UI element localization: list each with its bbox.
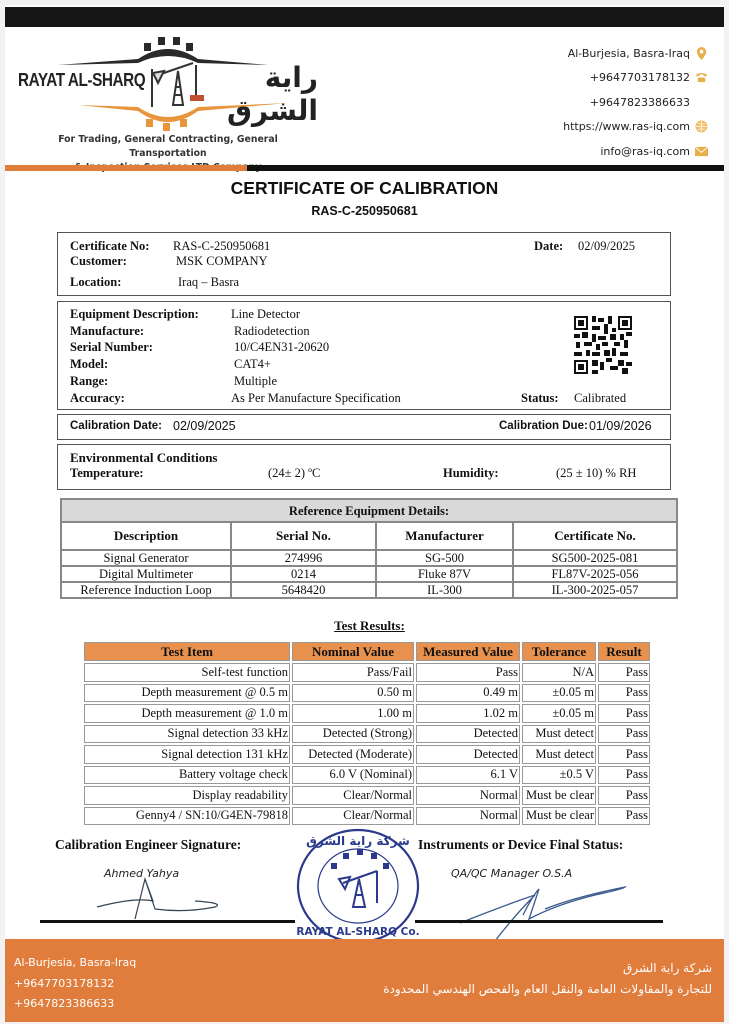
calibration-due-label: Calibration Due:: [499, 420, 588, 432]
table-row: [61, 566, 677, 582]
telephone-icon: [695, 71, 708, 84]
test-cell: Pass/Fail: [292, 663, 414, 682]
humidity-value: (25 ± 10) % RH: [556, 466, 637, 480]
test-cell: 1.02 m: [416, 704, 520, 723]
manager-signature-icon: [455, 875, 635, 945]
customer-label: Customer:: [70, 254, 127, 268]
contact-address: [563, 41, 708, 66]
test-result-cell: Pass: [598, 684, 650, 703]
certificate-info-box: [57, 232, 671, 296]
engineer-signature-title: Calibration Engineer Signature:: [55, 837, 242, 852]
footer-contacts: [14, 953, 136, 1015]
company-name-ar: راية الشرق: [226, 61, 318, 127]
certificate-page: [5, 5, 724, 1022]
table-row: [84, 704, 650, 723]
test-cell: Normal: [416, 807, 520, 826]
table-row: [84, 786, 650, 805]
test-cell: ±0.5 V: [522, 766, 596, 785]
equipment-description-label: Equipment Description:: [70, 307, 199, 321]
test-cell: 0.49 m: [416, 684, 520, 703]
location-value: Iraq – Basra: [178, 275, 240, 289]
equipment-box: [57, 301, 671, 410]
table-row: [61, 582, 677, 598]
ref-header-manufacturer: Manufacturer: [376, 522, 513, 550]
tagline-line-1: For Trading, General Contracting, General Transportation: [58, 134, 278, 159]
envelope-icon: [695, 145, 708, 158]
ref-cell: SG500-2025-081: [513, 550, 677, 566]
contact-website: [563, 115, 708, 140]
table-row: [84, 807, 650, 826]
footer-phone-1[interactable]: +9647703178132: [14, 976, 115, 990]
qr-code-icon: [574, 316, 632, 374]
calibration-date-value: 02/09/2025: [173, 419, 236, 433]
status-value: Calibrated: [574, 391, 627, 405]
footer-arabic-line-1: شركة راية الشرق: [623, 961, 712, 975]
test-cell: 0.50 m: [292, 684, 414, 703]
engineer-name: Ahmed Yahya: [104, 867, 180, 880]
globe-icon: [695, 120, 708, 133]
accuracy-label: Accuracy:: [70, 391, 125, 405]
test-results-table: [82, 640, 652, 827]
footer-arabic-name: [383, 958, 712, 1000]
final-status-title: Instruments or Device Final Status:: [418, 837, 624, 852]
manufacture-label: Manufacture:: [70, 324, 145, 338]
footer-arabic-line-2: للتجارة والمقاولات العامة والنقل العام والفحص الهندسي المحدودة: [383, 982, 712, 996]
range-value: Multiple: [234, 374, 278, 388]
ref-header-description: Description: [61, 522, 231, 550]
document-number: RAS-C-250950681: [311, 204, 418, 218]
test-cell: Signal detection 131 kHz: [84, 745, 290, 764]
ref-cell: Reference Induction Loop: [61, 582, 231, 598]
test-cell: 6.1 V: [416, 766, 520, 785]
humidity-label: Humidity:: [443, 466, 499, 480]
test-cell: Must detect: [522, 745, 596, 764]
ref-cell: IL-300: [376, 582, 513, 598]
test-header-result: Result: [598, 642, 650, 661]
calibration-dates-box: [57, 414, 671, 440]
phone-2-text[interactable]: +9647823386633: [589, 95, 690, 109]
test-cell: Display readability: [84, 786, 290, 805]
location-label: Location:: [70, 275, 122, 289]
test-header-nominal: Nominal Value: [292, 642, 414, 661]
test-results-title: Test Results:: [334, 618, 405, 633]
table-row: [84, 766, 650, 785]
environmental-conditions-box: [57, 444, 671, 490]
test-header-tolerance: Tolerance: [522, 642, 596, 661]
ref-cell: SG-500: [376, 550, 513, 566]
ref-cell: IL-300-2025-057: [513, 582, 677, 598]
manager-signature-line: [415, 920, 663, 923]
header-contacts: [563, 41, 708, 164]
test-result-cell: Pass: [598, 786, 650, 805]
test-cell: 1.00 m: [292, 704, 414, 723]
engineer-signature-icon: [95, 877, 235, 922]
date-label: Date:: [534, 239, 564, 253]
test-header-measured: Measured Value: [416, 642, 520, 661]
temperature-label: Temperature:: [70, 466, 144, 480]
manager-name: QA/QC Manager O.S.A: [451, 867, 573, 880]
test-cell: Must detect: [522, 725, 596, 744]
test-result-cell: Pass: [598, 766, 650, 785]
header-divider: [5, 165, 724, 171]
test-cell: ±0.05 m: [522, 684, 596, 703]
reference-caption: Reference Equipment Details:: [61, 499, 677, 522]
date-value: 02/09/2025: [578, 239, 635, 253]
certificate-no-value: RAS-C-250950681: [173, 239, 271, 253]
top-bar: [5, 7, 724, 27]
test-cell: Self-test function: [84, 663, 290, 682]
phone-1-text[interactable]: +9647703178132: [589, 71, 690, 85]
table-row: [84, 725, 650, 744]
test-cell: Detected (Moderate): [292, 745, 414, 764]
test-cell: ±0.05 m: [522, 704, 596, 723]
test-cell: Detected: [416, 745, 520, 764]
calibration-date-label: Calibration Date:: [70, 420, 163, 432]
document-title: CERTIFICATE OF CALIBRATION: [230, 178, 499, 198]
footer-address: Al-Burjesia, Basra-Iraq: [14, 956, 137, 969]
test-result-cell: Pass: [598, 725, 650, 744]
test-result-cell: Pass: [598, 807, 650, 826]
company-name-en: RAYAT AL-SHARQ: [18, 70, 146, 90]
test-result-cell: Pass: [598, 663, 650, 682]
test-cell: Detected: [416, 725, 520, 744]
test-cell: Signal detection 33 kHz: [84, 725, 290, 744]
contact-email: [563, 139, 708, 164]
test-result-cell: Pass: [598, 745, 650, 764]
ref-cell: 274996: [231, 550, 376, 566]
certificate-no-label: Certificate No:: [70, 239, 150, 253]
footer-phone-2[interactable]: +9647823386633: [14, 997, 115, 1010]
ref-cell: Signal Generator: [61, 550, 231, 566]
company-stamp-icon: [295, 827, 421, 945]
accuracy-value: As Per Manufacture Specification: [231, 391, 401, 405]
company-logo: [18, 35, 318, 133]
serial-number-label: Serial Number:: [70, 340, 153, 354]
contact-phone-1: [563, 66, 708, 91]
table-row: [84, 684, 650, 703]
address-text: Al-Burjesia, Basra-Iraq: [567, 46, 690, 60]
table-row: [84, 663, 650, 682]
contact-phone-2: [563, 90, 708, 115]
equipment-description-value: Line Detector: [231, 307, 301, 321]
ref-header-certificate: Certificate No.: [513, 522, 677, 550]
calibration-due-value: 01/09/2026: [589, 419, 652, 433]
test-cell: N/A: [522, 663, 596, 682]
ref-cell: FL87V-2025-056: [513, 566, 677, 582]
svg-text:RAYAT AL-SHARQ Co.: RAYAT AL-SHARQ Co.: [296, 926, 420, 938]
model-label: Model:: [70, 357, 109, 371]
test-result-cell: Pass: [598, 704, 650, 723]
ref-cell: Digital Multimeter: [61, 566, 231, 582]
engineer-signature-line: [40, 920, 295, 923]
customer-value: MSK COMPANY: [176, 254, 268, 268]
email-link[interactable]: info@ras-iq.com: [600, 144, 690, 158]
test-cell: Detected (Strong): [292, 725, 414, 744]
test-cell: Must be clear: [522, 786, 596, 805]
test-header-item: Test Item: [84, 642, 290, 661]
table-row: [84, 745, 650, 764]
test-cell: Normal: [416, 786, 520, 805]
range-label: Range:: [70, 374, 109, 388]
temperature-value: (24± 2) ºC: [268, 466, 321, 480]
svg-text:شركة راية الشرق: شركة راية الشرق: [306, 834, 410, 848]
test-cell: Genny4 / SN:10/G4EN-79818: [84, 807, 290, 826]
test-cell: 6.0 V (Nominal): [292, 766, 414, 785]
test-cell: Clear/Normal: [292, 807, 414, 826]
test-cell: Must be clear: [522, 807, 596, 826]
test-cell: Depth measurement @ 0.5 m: [84, 684, 290, 703]
test-cell: Clear/Normal: [292, 786, 414, 805]
serial-number-value: 10/C4EN31-20620: [234, 340, 330, 354]
test-cell: Depth measurement @ 1.0 m: [84, 704, 290, 723]
test-cell: Pass: [416, 663, 520, 682]
ref-header-serial: Serial No.: [231, 522, 376, 550]
reference-equipment-table: [60, 498, 678, 599]
table-row: [61, 550, 677, 566]
ref-cell: Fluke 87V: [376, 566, 513, 582]
website-link[interactable]: https://www.ras-iq.com: [563, 120, 690, 134]
ref-cell: 0214: [231, 566, 376, 582]
test-cell: Battery voltage check: [84, 766, 290, 785]
location-pin-icon: [695, 47, 708, 60]
manufacture-value: Radiodetection: [234, 324, 310, 338]
footer: [5, 939, 724, 1022]
status-label: Status:: [521, 391, 559, 405]
model-value: CAT4+: [234, 357, 271, 371]
environment-title: Environmental Conditions: [70, 450, 218, 465]
ref-cell: 5648420: [231, 582, 376, 598]
